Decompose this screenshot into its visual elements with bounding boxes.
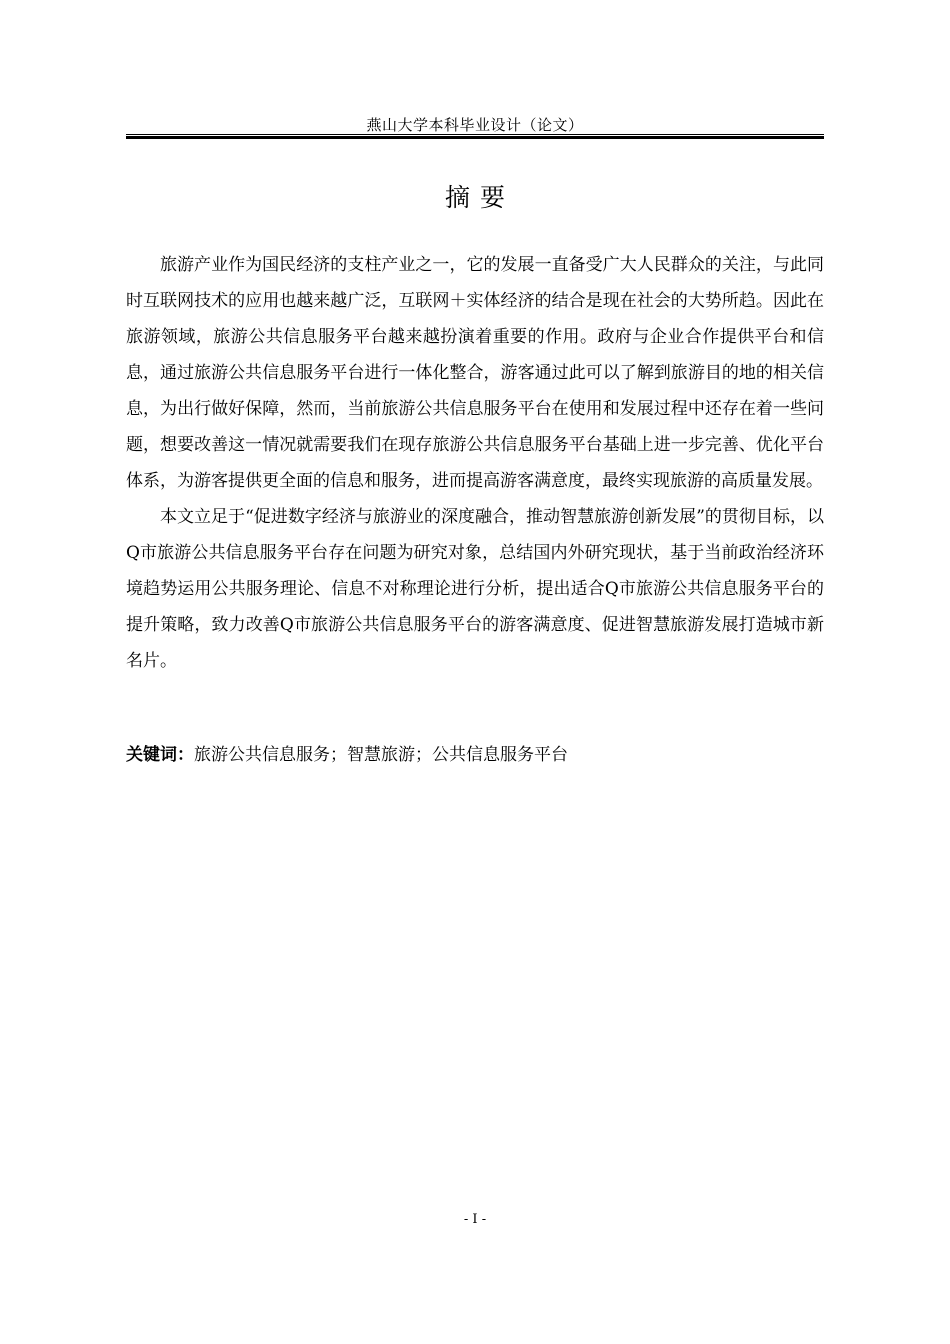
running-header: 燕山大学本科毕业设计（论文） [366, 116, 584, 134]
header-rule-thin [126, 134, 824, 135]
keywords-line [126, 741, 824, 769]
keywords-label: 关键词： [126, 745, 194, 765]
keywords-text: 旅游公共信息服务；智慧旅游；公共信息服务平台 [194, 745, 568, 765]
abstract-paragraph-1: 旅游产业作为国民经济的支柱产业之一，它的发展一直备受广大人民群众的关注，与此同时互联网技术的应用也越来越广泛，互联网＋实体经济的结合是现在社会的大势所趋。因此在旅游领域，旅游公共信息服务平台越来越扮演着重要的作用。政府与企业合作提供平台和信息，通过旅游公共信息服务平台进行一体化整合，游客通过此可以了解到旅游目的地的相关信息，为出行做好保障，然而，当前旅游公共信息服务平台在使用和发展过程中还存在着一些问题，想要改善这一情况就需要我们在现存旅游公共信息服务平台基础上进一步完善、优化平台体系，为游客提供更全面的信息和服务，进而提高游客满意度，最终实现旅游的高质量发展。 [126, 255, 824, 491]
abstract-paragraph-2: 本文立足于“促进数字经济与旅游业的深度融合，推动智慧旅游创新发展”的贯彻目标，以Q市旅游公共信息服务平台存在问题为研究对象，总结国内外研究现状，基于当前政治经济环境趋势运用公共服务理论、信息不对称理论进行分析，提出适合Q市旅游公共信息服务平台的提升策略，致力改善Q市旅游公共信息服务平台的游客满意度、促进智慧旅游发展打造城市新名片。 [126, 507, 824, 671]
abstract-title: 摘要 [444, 183, 515, 212]
header-rule-thick [126, 136, 824, 139]
abstract-body [126, 247, 824, 679]
page-number: - I - [463, 1212, 487, 1227]
